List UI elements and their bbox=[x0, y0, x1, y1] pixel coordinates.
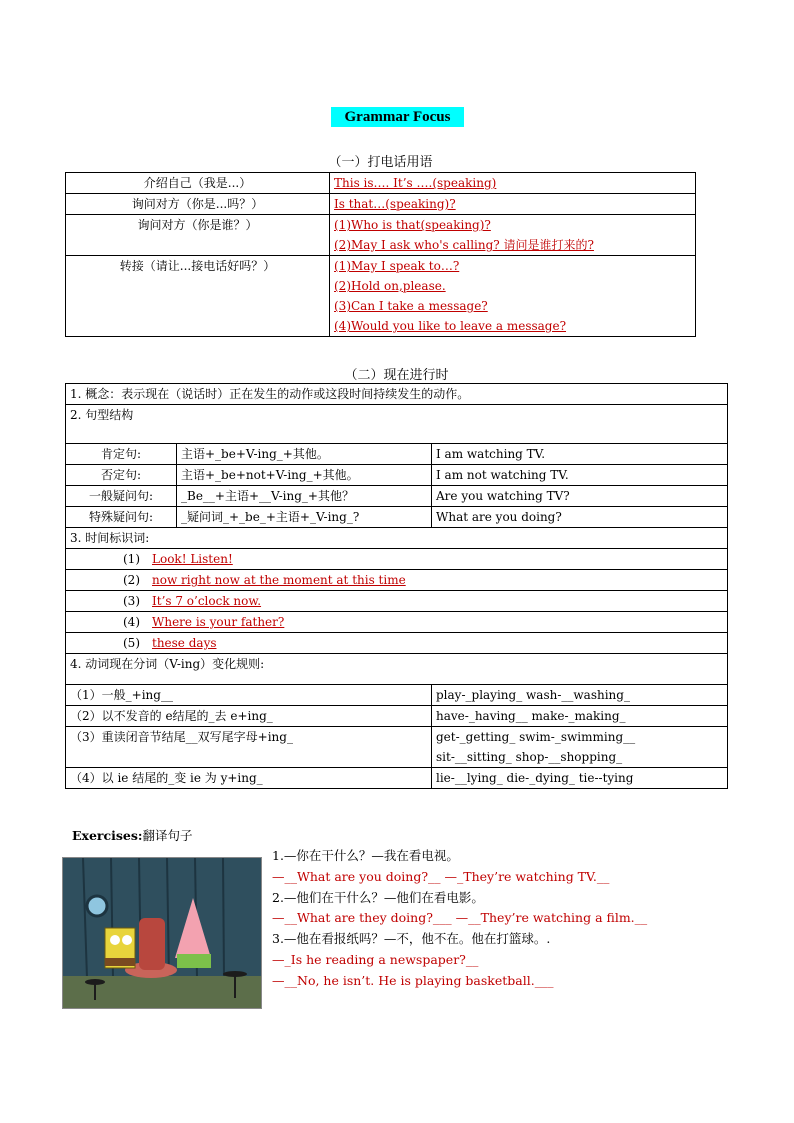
exercise-lines bbox=[272, 846, 732, 992]
phone-phrase: This is…. It’s ….(speaking) bbox=[334, 176, 497, 190]
exercise-answer: —__What are you doing?__ —_They’re watching TV.__ bbox=[272, 868, 610, 884]
phone-row-label: 询问对方（你是谁？） bbox=[66, 215, 330, 256]
phone-phrase: (1)Who is that(speaking)? bbox=[334, 218, 491, 232]
phone-row bbox=[66, 256, 696, 337]
time-word-row: (2) now right now at the moment at this time bbox=[66, 570, 728, 591]
phone-row-label: 介绍自己（我是...） bbox=[66, 173, 330, 194]
time-words-title: 3. 时间标识词: bbox=[66, 528, 728, 549]
exercise-question: 2.—他们在干什么？—他们在看电影。 bbox=[272, 889, 484, 905]
phone-phrases-table bbox=[65, 172, 696, 337]
time-word-row: (5) these days bbox=[66, 633, 728, 654]
present-continuous-table bbox=[65, 383, 728, 789]
ving-title: 4. 动词现在分词（V-ing）变化规则: bbox=[66, 654, 728, 685]
structure-row: 否定句: 主语+_be+not+V-ing_+其他。 I am not watching TV. bbox=[66, 465, 728, 486]
phone-phrase: (4)Would you like to leave a message? bbox=[334, 319, 567, 333]
exercise-question: 3.—他在看报纸吗？—不，他不在。他在打篮球。. bbox=[272, 931, 551, 947]
exercise-answer: —__What are they doing?___ —__They’re watching a film.__ bbox=[272, 910, 648, 926]
cartoon-image bbox=[62, 857, 262, 1009]
exercise-question: 1.—你在干什么？—我在看电视。 bbox=[272, 848, 459, 863]
phone-phrase: (3)Can I take a message? bbox=[334, 299, 488, 313]
concept-cell: 1. 概念：表示现在（说话时）正在发生的动作或这段时间持续发生的动作。 bbox=[66, 384, 728, 405]
cartoon-illustration bbox=[63, 858, 261, 1008]
phone-phrase: (2)Hold on,please. bbox=[334, 279, 446, 293]
structure-row: 特殊疑问句: _疑问词_+_be_+主语+_V-ing_? What are you doing? bbox=[66, 507, 728, 528]
phone-row-phrases bbox=[330, 256, 696, 337]
phone-row-phrases bbox=[330, 215, 696, 256]
time-word-row: (3) It’s 7 o’clock now. bbox=[66, 591, 728, 612]
exercises-heading: Exercises:翻译句子 bbox=[72, 828, 193, 843]
phone-row bbox=[66, 173, 696, 194]
structure-row: 一般疑问句: _Be__+主语+__V-ing_+其他？ Are you watching TV? bbox=[66, 486, 728, 507]
phone-phrase: (1)May I speak to…? bbox=[334, 259, 460, 273]
phone-row-phrases bbox=[330, 194, 696, 215]
rule-row: （2）以不发音的 e结尾的_去 e+ing_ have-_having__ make-_making_ bbox=[66, 706, 728, 727]
exercise-answer: —__No, he isn’t. He is playing basketball.___ bbox=[272, 972, 554, 988]
phone-row-phrases bbox=[330, 173, 696, 194]
section1-heading: （一）打电话用语 bbox=[328, 155, 433, 170]
structure-title: 2. 句型结构 bbox=[66, 405, 728, 444]
phone-row bbox=[66, 194, 696, 215]
rule-row: （4）以 ie 结尾的_变 ie 为 y+ing_ lie-__lying_ die-_dying_ tie--tying bbox=[66, 768, 728, 789]
phone-row-label: 转接（请让...接电话好吗？） bbox=[66, 256, 330, 337]
rule-row: （3）重读闭音节结尾__双写尾字母+ing_ get-_getting_ swim-_swimming__ sit-__sitting_ shop-__shopping_ bbox=[66, 727, 728, 768]
time-word-row: (1) Look! Listen! bbox=[66, 549, 728, 570]
phone-row bbox=[66, 215, 696, 256]
section2-heading: （二）现在进行时 bbox=[344, 368, 449, 383]
page-title: Grammar Focus bbox=[331, 107, 464, 127]
phone-phrase: (2)May I ask who's calling? 请问是谁打来的? bbox=[334, 238, 594, 252]
phone-row-label: 询问对方（你是...吗？） bbox=[66, 194, 330, 215]
time-word-row: (4) Where is your father? bbox=[66, 612, 728, 633]
exercise-answer: —_Is he reading a newspaper?__ bbox=[272, 951, 479, 967]
rule-row: （1）一般_+ing__ play-_playing_ wash-__washing_ bbox=[66, 685, 728, 706]
phone-phrase: Is that…(speaking)? bbox=[334, 197, 456, 211]
structure-row: 肯定句: 主语+_be+V-ing_+其他。 I am watching TV. bbox=[66, 444, 728, 465]
